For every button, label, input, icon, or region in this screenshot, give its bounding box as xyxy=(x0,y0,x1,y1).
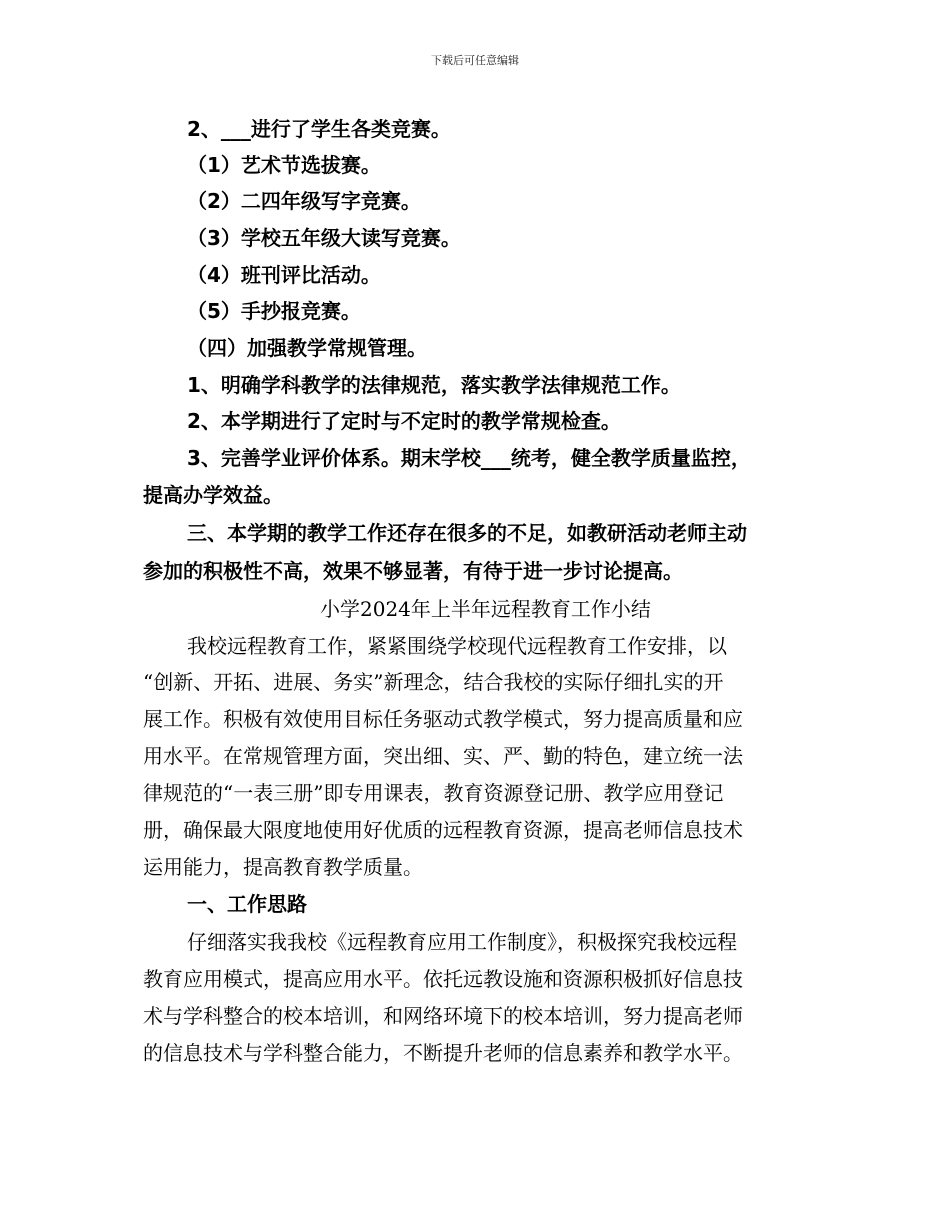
text-line: （2）二四年级写字竞赛。 xyxy=(187,189,421,213)
paragraph-line: 用水平。在常规管理方面，突出细、实、严、勤的特色，建立统一法 xyxy=(143,744,743,768)
text-line: （1）艺术节选拔赛。 xyxy=(187,153,381,177)
text-line: （3）学校五年级大读写竞赛。 xyxy=(187,226,461,250)
text-line: 3、完善学业评价体系。期末学校___统考，健全教学质量监控， xyxy=(187,446,751,470)
text-line: 提高办学效益。 xyxy=(143,483,283,507)
paragraph-line: “创新、开拓、进展、务实”新理念，结合我校的实际仔细扎实的开 xyxy=(143,670,724,694)
paragraph-line: 仔细落实我我校《远程教育应用工作制度》，积极探究我校远程 xyxy=(187,930,737,954)
text-line: （5）手抄报竞赛。 xyxy=(187,299,361,323)
paragraph-line: 的信息技术与学科整合能力，不断提升老师的信息素养和教学水平。 xyxy=(143,1041,743,1065)
paragraph-line: 教育应用模式，提高应用水平。依托远教设施和资源积极抓好信息技 xyxy=(143,967,743,991)
text-line: 三、本学期的教学工作还存在很多的不足，如教研活动老师主动 xyxy=(187,521,747,545)
section-heading: 一、工作思路 xyxy=(187,892,307,916)
text-line: 2、本学期进行了定时与不定时的教学常规检查。 xyxy=(187,409,621,433)
paragraph-line: 展工作。积极有效使用目标任务驱动式教学模式，努力提高质量和应 xyxy=(143,707,743,731)
page-header: 下载后可任意编辑 xyxy=(431,54,519,67)
section-title: 小学2024年上半年远程教育工作小结 xyxy=(320,597,651,621)
paragraph-line: 我校远程教育工作，紧紧围绕学校现代远程教育工作安排，以 xyxy=(187,634,727,658)
text-line: 参加的积极性不高，效果不够显著，有待于进一步讨论提高。 xyxy=(143,559,683,583)
paragraph-line: 术与学科整合的校本培训，和网络环境下的校本培训，努力提高老师 xyxy=(143,1004,743,1028)
text-line: （4）班刊评比活动。 xyxy=(187,263,381,287)
text-line: 2、___进行了学生各类竞赛。 xyxy=(187,117,451,141)
paragraph-line: 律规范的“一表三册”即专用课表，教育资源登记册、教学应用登记 xyxy=(143,781,724,805)
paragraph-line: 运用能力，提高教育教学质量。 xyxy=(143,855,423,879)
section-heading: （四）加强教学常规管理。 xyxy=(187,336,427,360)
text-line: 1、明确学科教学的法律规范，落实教学法律规范工作。 xyxy=(187,373,681,397)
paragraph-line: 册，确保最大限度地使用好优质的远程教育资源，提高老师信息技术 xyxy=(143,818,743,842)
